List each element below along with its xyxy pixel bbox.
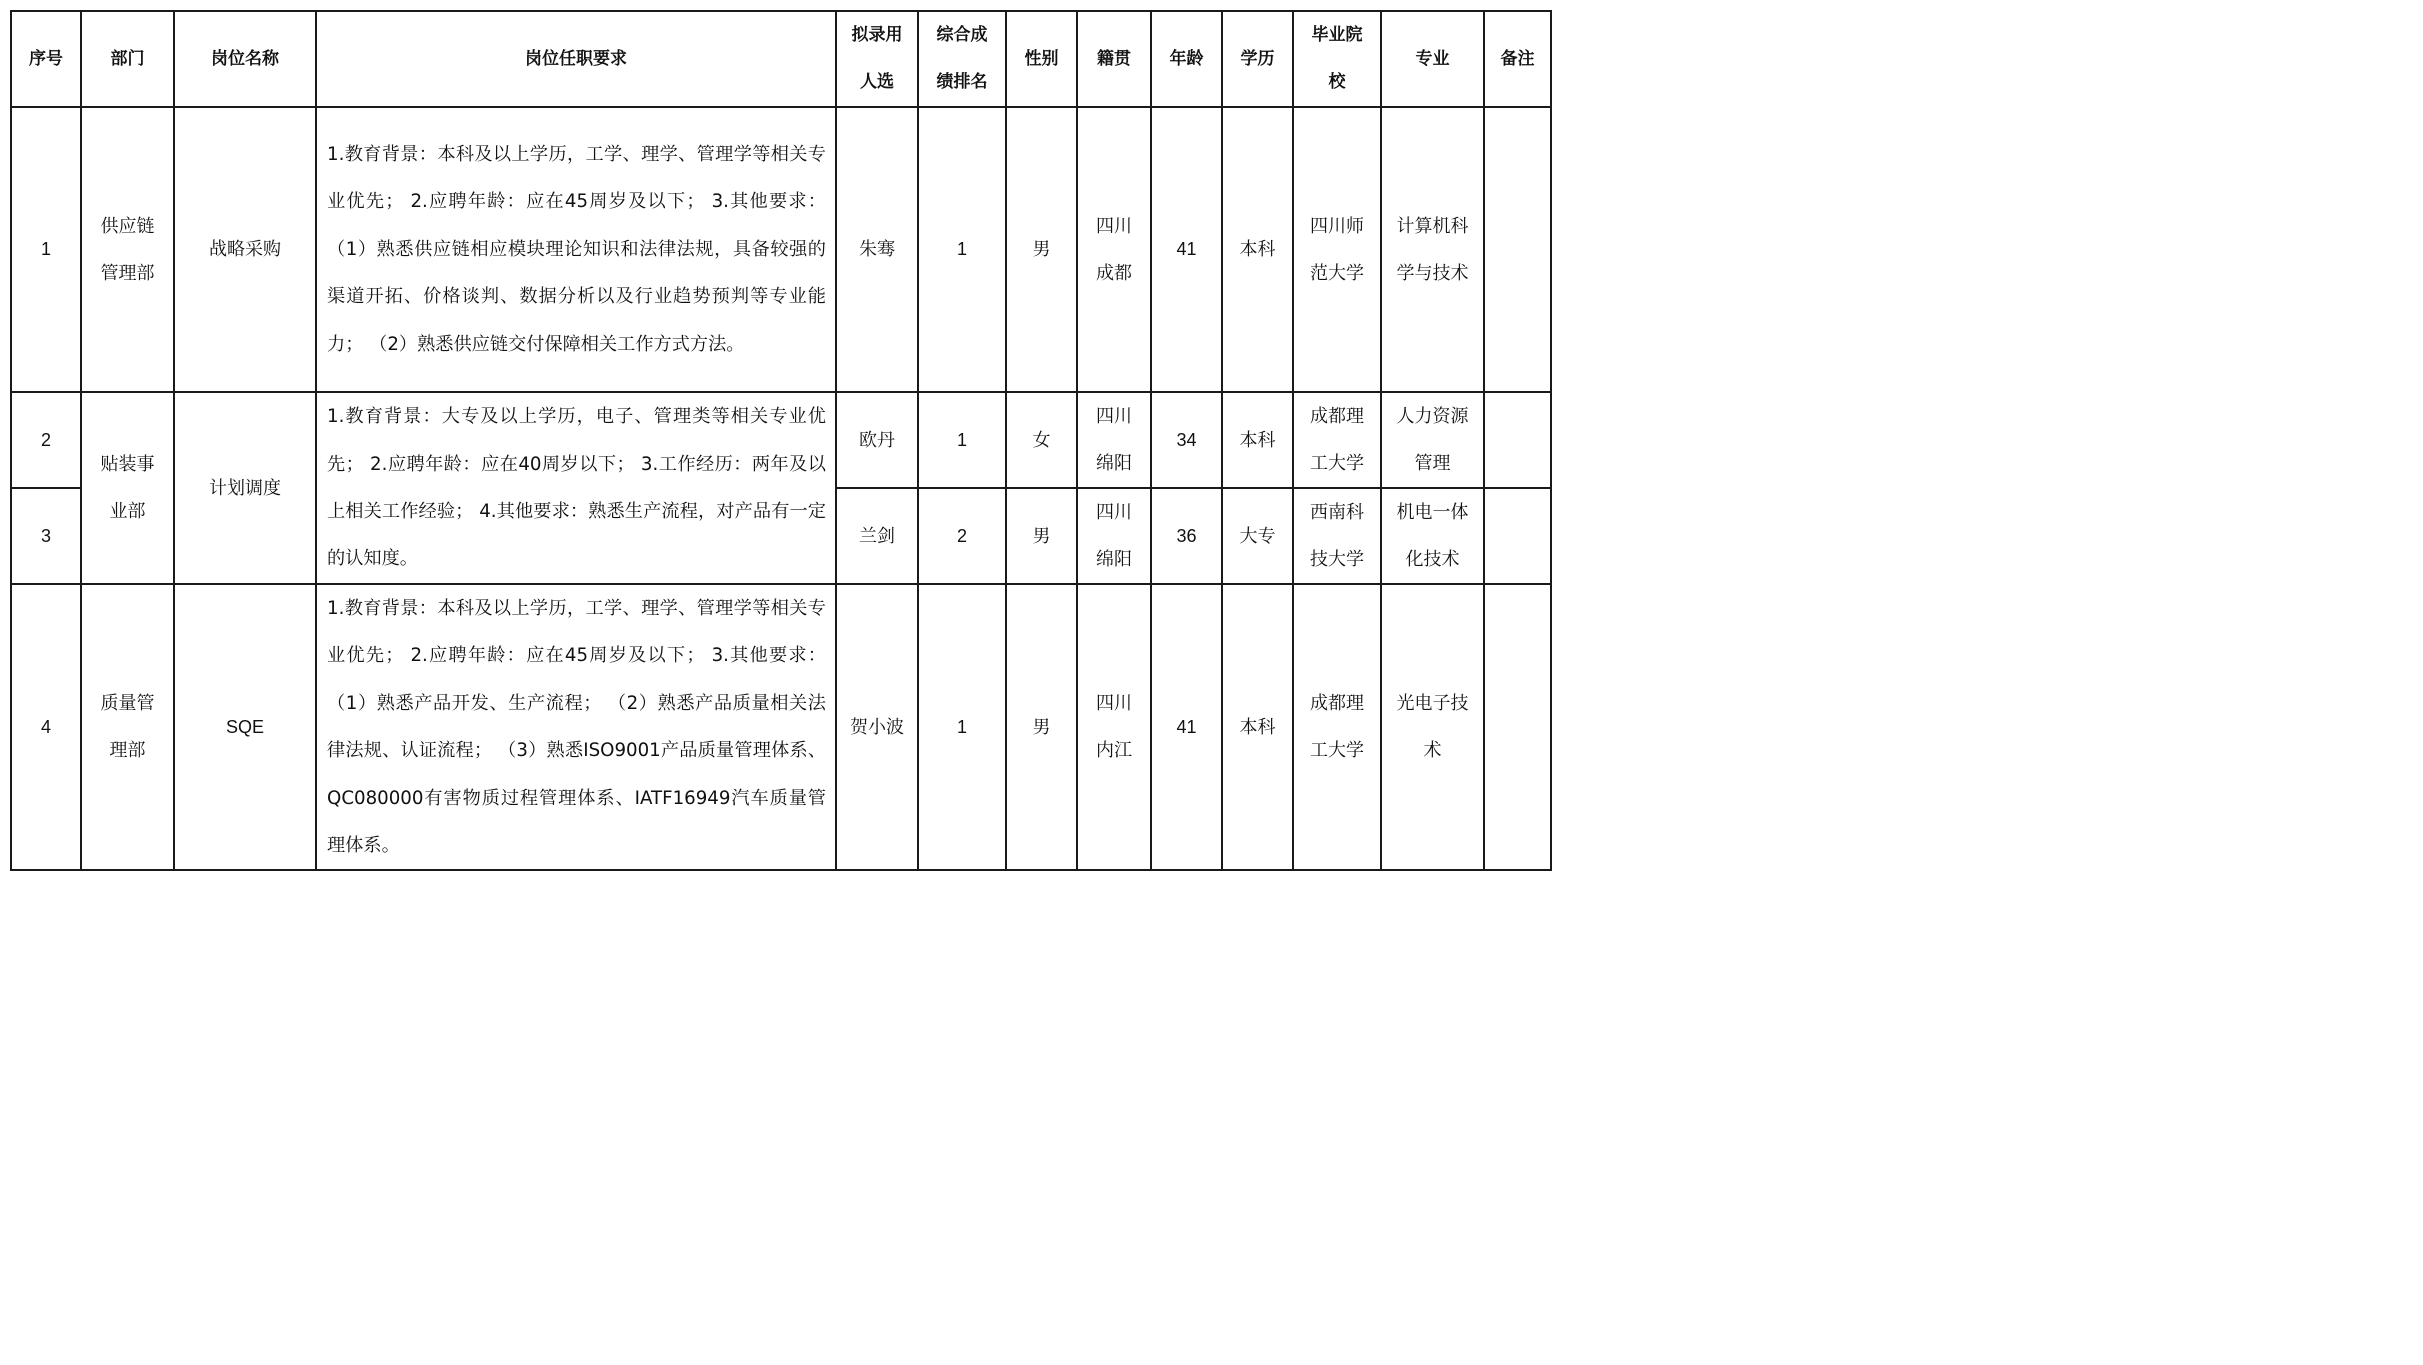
cell-rank: 1 [918,392,1006,488]
cell-requirements: 1.教育背景：本科及以上学历，工学、理学、管理学等相关专业优先； 2.应聘年龄：应在45周岁及以下； 3.其他要求： （1）熟悉供应链相应模块理论知识和法律法规，具备较强的渠道开拓、价格谈判、数据分析以及行业趋势预判等专业能力； （2）熟悉供应链交付保障相关工作方式方法。 [316,107,836,392]
cell-position: SQE [174,584,316,870]
header-position: 岗位名称 [174,11,316,107]
cell-dept-text: 贴装事业部 [100,454,155,522]
header-origin: 籍贯 [1077,11,1151,107]
header-education: 学历 [1222,11,1293,107]
cell-position: 计划调度 [174,392,316,584]
cell-origin [1077,392,1151,488]
cell-candidate: 贺小波 [836,584,918,870]
table-row [11,584,1551,870]
candidate-table [10,10,1552,871]
cell-gender: 男 [1006,488,1077,584]
cell-rank: 2 [918,488,1006,584]
cell-rank: 1 [918,584,1006,870]
cell-age: 34 [1151,392,1222,488]
cell-school-text: 成都理工大学 [1310,406,1364,474]
header-row [11,11,1551,107]
header-index: 序号 [11,11,81,107]
cell-major [1381,392,1484,488]
header-major: 专业 [1381,11,1484,107]
cell-remark [1484,107,1551,392]
cell-major-text: 机电一体化技术 [1396,502,1469,570]
header-rank-text: 综合成绩排名 [936,25,988,92]
cell-requirements: 1.教育背景：本科及以上学历，工学、理学、管理学等相关专业优先； 2.应聘年龄：应在45周岁及以下； 3.其他要求： （1）熟悉产品开发、生产流程； （2）熟悉产品质量相关法律法规、认证流程； （3）熟悉ISO9001产品质量管理体系、QC080000有害物质过程管理体系、IATF16949汽车质量管理体系。 [316,584,836,870]
header-remark: 备注 [1484,11,1551,107]
cell-gender: 女 [1006,392,1077,488]
cell-education: 本科 [1222,584,1293,870]
cell-major-text: 光电子技术 [1396,693,1469,762]
cell-school [1293,584,1381,870]
cell-remark [1484,392,1551,488]
header-rank [918,11,1006,107]
header-candidate [836,11,918,107]
table-row [11,107,1551,392]
cell-age: 36 [1151,488,1222,584]
cell-school [1293,488,1381,584]
cell-dept [81,584,174,870]
cell-candidate: 兰剑 [836,488,918,584]
cell-gender: 男 [1006,107,1077,392]
header-age: 年龄 [1151,11,1222,107]
table-row [11,392,1551,488]
cell-age: 41 [1151,584,1222,870]
cell-major [1381,584,1484,870]
cell-dept-text: 供应链管理部 [100,215,155,284]
cell-dept-text: 质量管理部 [100,693,155,762]
cell-origin [1077,107,1151,392]
header-candidate-text: 拟录用人选 [851,25,903,92]
cell-dept [81,107,174,392]
cell-origin-text: 四川成都 [1096,215,1132,284]
header-requirements: 岗位任职要求 [316,11,836,107]
cell-origin-text: 四川绵阳 [1096,406,1132,474]
cell-school [1293,107,1381,392]
cell-school-text: 四川师范大学 [1310,215,1364,284]
cell-age: 41 [1151,107,1222,392]
cell-major-text: 计算机科学与技术 [1396,215,1469,284]
cell-remark [1484,584,1551,870]
cell-education: 本科 [1222,392,1293,488]
cell-origin [1077,488,1151,584]
cell-gender: 男 [1006,584,1077,870]
cell-education: 本科 [1222,107,1293,392]
cell-origin [1077,584,1151,870]
cell-rank: 1 [918,107,1006,392]
cell-position: 战略采购 [174,107,316,392]
cell-index: 1 [11,107,81,392]
cell-school-text: 成都理工大学 [1310,693,1364,762]
cell-index: 2 [11,392,81,488]
cell-major [1381,107,1484,392]
cell-candidate: 朱骞 [836,107,918,392]
cell-candidate: 欧丹 [836,392,918,488]
cell-requirements: 1.教育背景：大专及以上学历，电子、管理类等相关专业优先； 2.应聘年龄：应在40周岁以下； 3.工作经历：两年及以上相关工作经验； 4.其他要求：熟悉生产流程，对产品有一定的认知度。 [316,392,836,584]
cell-dept [81,392,174,584]
cell-origin-text: 四川绵阳 [1096,502,1132,570]
header-dept: 部门 [81,11,174,107]
cell-major [1381,488,1484,584]
cell-origin-text: 四川内江 [1096,693,1132,762]
header-school [1293,11,1381,107]
cell-index: 4 [11,584,81,870]
header-school-text: 毕业院校 [1311,25,1363,92]
cell-index: 3 [11,488,81,584]
cell-remark [1484,488,1551,584]
header-gender: 性别 [1006,11,1077,107]
cell-school [1293,392,1381,488]
cell-school-text: 西南科技大学 [1310,502,1364,570]
cell-major-text: 人力资源管理 [1396,406,1469,474]
cell-education: 大专 [1222,488,1293,584]
